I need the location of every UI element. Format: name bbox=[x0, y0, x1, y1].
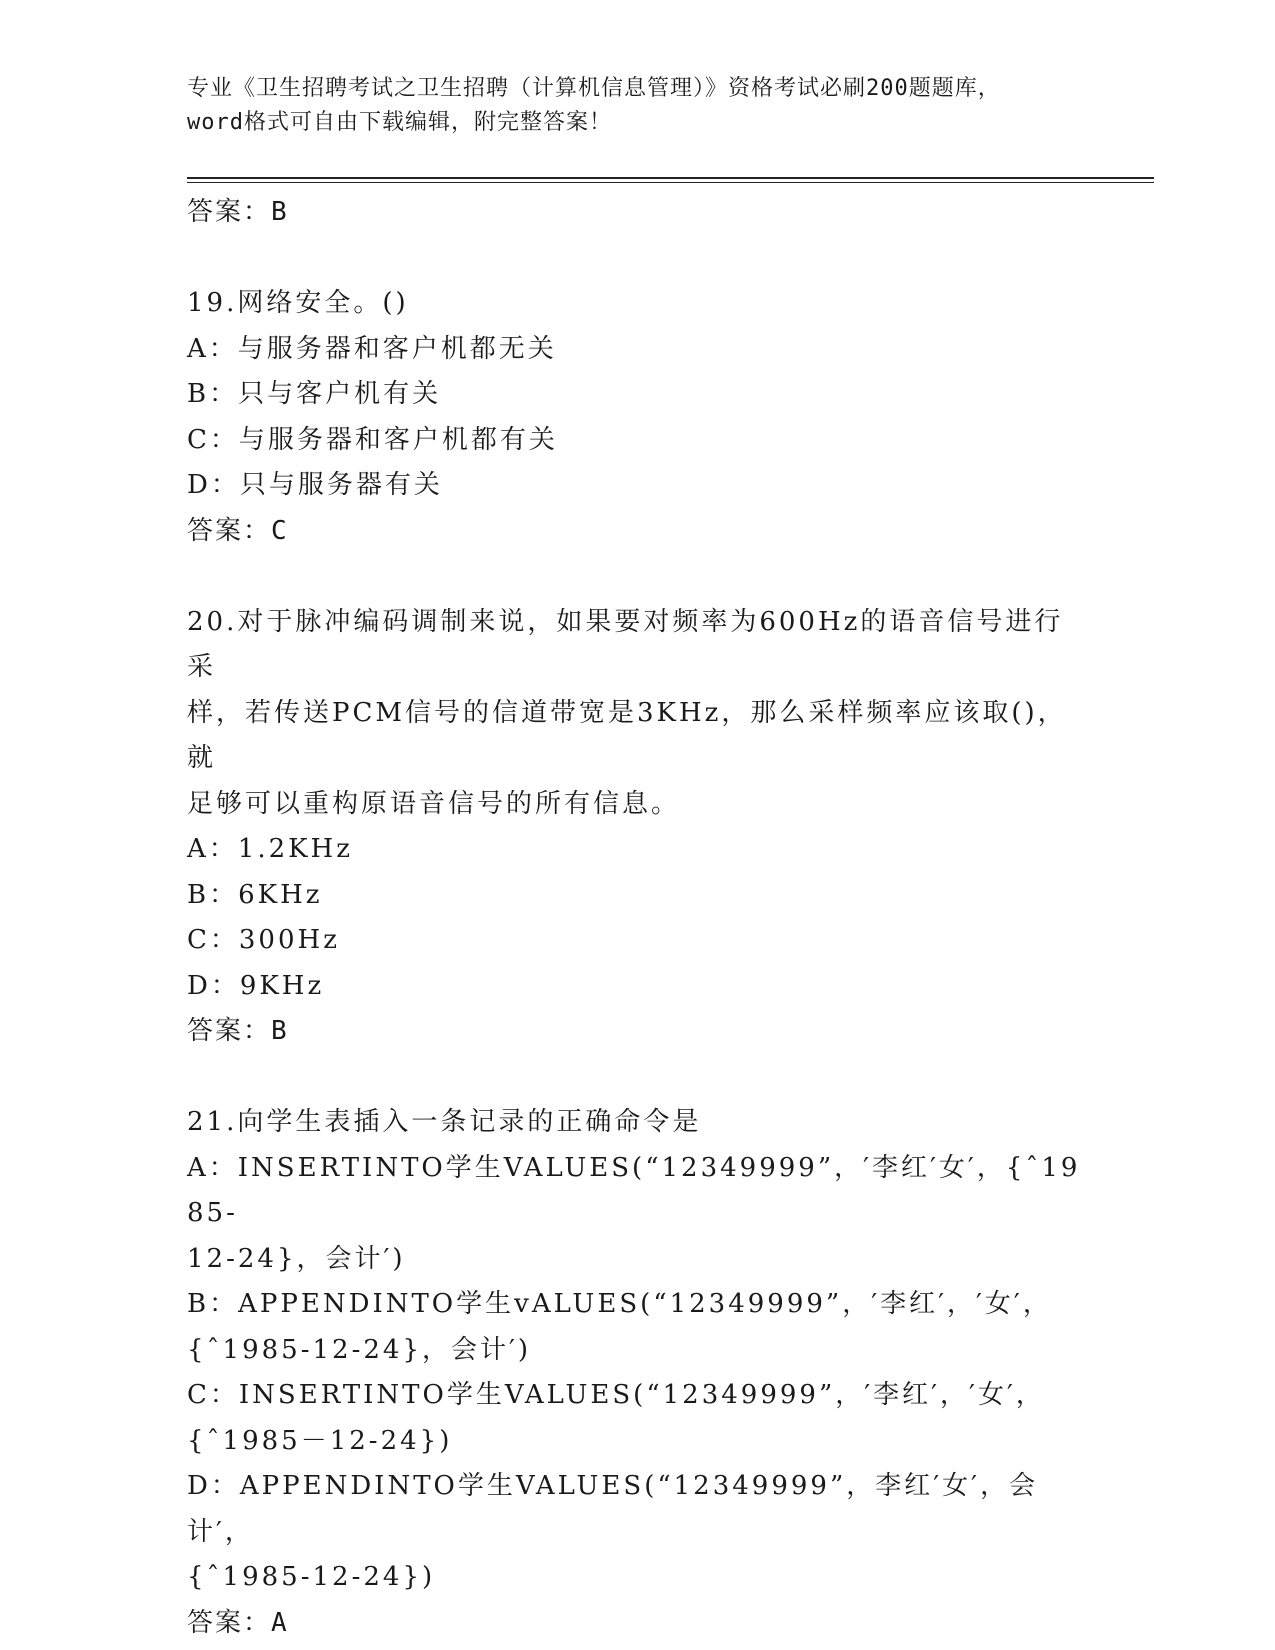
question-21 bbox=[187, 1100, 1087, 1646]
question-20-text-line-3: 足够可以重构原语音信号的所有信息。 bbox=[187, 788, 681, 819]
question-19-text: 19.网络安全。() bbox=[187, 288, 409, 318]
question-21-option-d-line-2: {ˆ1985-12-24}) bbox=[187, 1562, 436, 1592]
question-19-answer: 答案：C bbox=[187, 515, 289, 546]
previous-answer: 答案：B bbox=[187, 197, 289, 227]
header-title-line-1: 专业《卫生招聘考试之卫生招聘（计算机信息管理）》资格考试必刷200题题库， bbox=[187, 76, 1001, 101]
question-21-option-b-line-2: {ˆ1985-12-24}，会计′) bbox=[187, 1334, 532, 1365]
question-20-answer: 答案：B bbox=[187, 1016, 289, 1046]
question-20-text-line-1: 20.对于脉冲编码调制来说，如果要对频率为600Hz的语音信号进行采 bbox=[187, 606, 1064, 682]
header-divider-thick bbox=[187, 177, 1154, 179]
spacer bbox=[187, 554, 1087, 600]
question-20 bbox=[187, 600, 1087, 1055]
question-20-option-d: D：9KHz bbox=[187, 970, 325, 1001]
question-19-option-a: A：与服务器和客户机都无关 bbox=[187, 333, 557, 364]
question-19 bbox=[187, 281, 1087, 554]
question-21-answer: 答案：A bbox=[187, 1607, 289, 1638]
spacer bbox=[187, 1055, 1087, 1101]
question-21-option-b-line-1: B：APPENDINTO学生vALUES(“12349999”，′李红′，′女′， bbox=[187, 1289, 1052, 1319]
header-title-line-2: word格式可自由下载编辑，附完整答案！ bbox=[187, 110, 612, 135]
question-20-text-line-2: 样，若传送PCM信号的信道带宽是3KHz，那么采样频率应该取()，就 bbox=[187, 697, 1067, 773]
question-21-option-a-line-1: A：INSERTINTO学生VALUES(“12349999”，′李红′女′，{ˆ1985- bbox=[187, 1152, 1081, 1228]
question-content bbox=[187, 190, 1087, 1646]
question-19-option-b: B：只与客户机有关 bbox=[187, 379, 442, 409]
document-header bbox=[187, 72, 1087, 140]
spacer bbox=[187, 236, 1087, 282]
header-divider-thin bbox=[187, 182, 1154, 183]
question-19-option-c: C：与服务器和客户机都有关 bbox=[187, 424, 558, 455]
question-21-option-a-line-2: 12-24}，会计′) bbox=[187, 1243, 406, 1274]
question-21-option-d-line-1: D：APPENDINTO学生VALUES(“12349999”，李红′女′，会计′， bbox=[187, 1471, 1039, 1547]
question-20-option-b: B：6KHz bbox=[187, 879, 323, 910]
question-21-text: 21.向学生表插入一条记录的正确命令是 bbox=[187, 1107, 702, 1137]
question-20-option-a: A：1.2KHz bbox=[187, 834, 353, 864]
question-21-option-c-line-2: {ˆ1985－12-24}) bbox=[187, 1425, 453, 1456]
question-19-option-d: D：只与服务器有关 bbox=[187, 470, 443, 500]
question-21-option-c-line-1: C：INSERTINTO学生VALUES(“12349999”，′李红′，′女′， bbox=[187, 1380, 1045, 1410]
question-20-option-c: C：300Hz bbox=[187, 925, 340, 955]
